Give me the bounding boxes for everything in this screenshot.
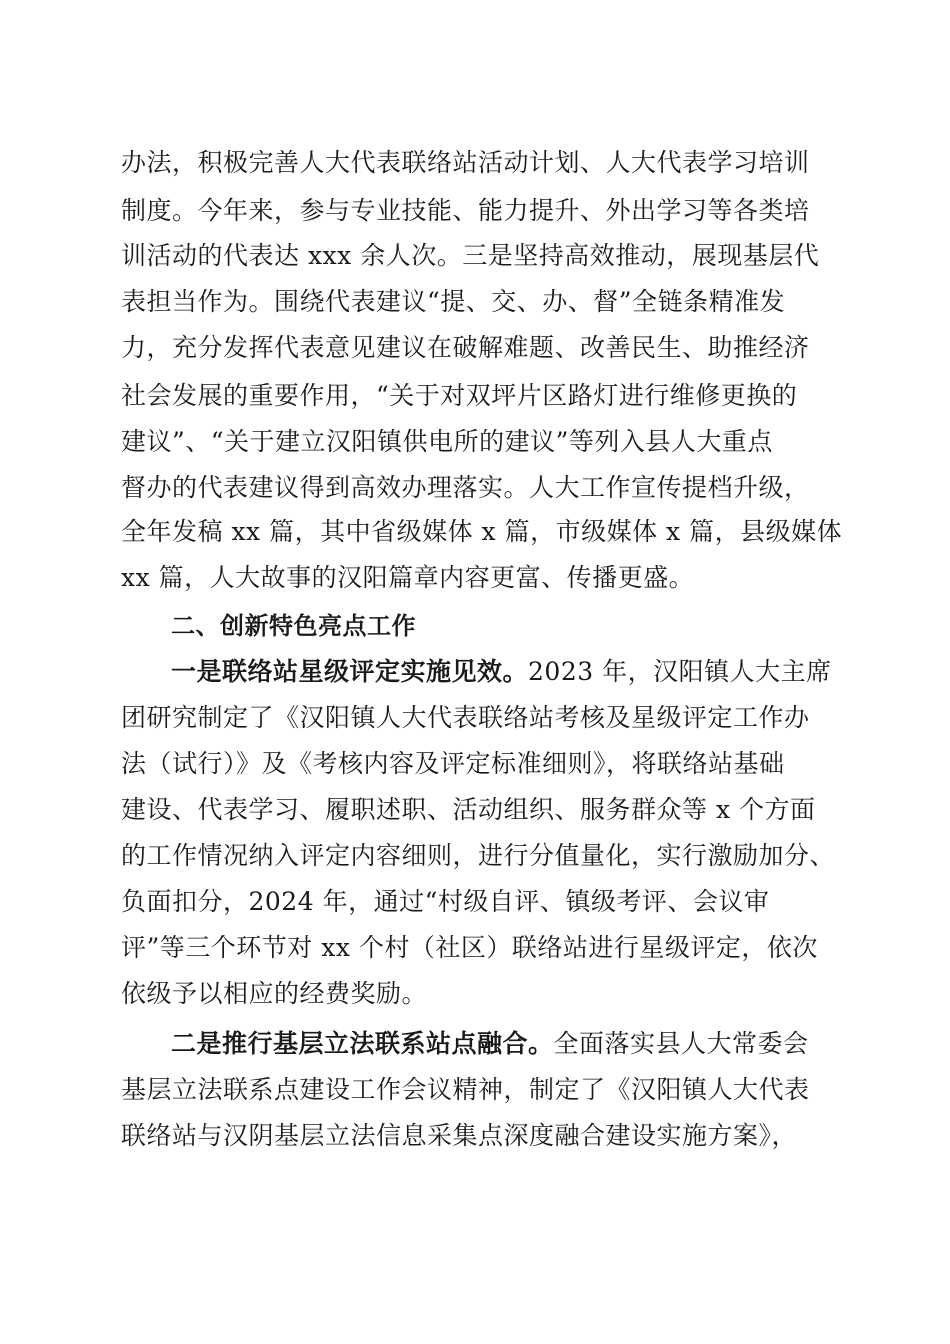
paragraph-line-rest: 全面落实县人大常委会 bbox=[553, 1029, 809, 1058]
paragraph-first-line bbox=[171, 1024, 809, 1064]
paragraph-line: 基层立法联系点建设工作会议精神，制定了《汉阳镇人大代表 bbox=[121, 1075, 810, 1104]
paragraph-line: 表担当作为。围绕代表建议“提、交、办、督”全链条精准发 bbox=[121, 287, 786, 316]
paragraph-line: 的工作情况纳入评定内容细则，进行分值量化，实行激励加分、 bbox=[121, 841, 836, 870]
paragraph-line: 制度。今年来，参与专业技能、能力提升、外出学习等各类培 bbox=[121, 196, 810, 225]
paragraph-line: 训活动的代表达 xxx 余人次。三是坚持高效推动，展现基层代 bbox=[121, 241, 820, 270]
paragraph-line: 力，充分发挥代表意见建议在破解难题、改善民生、助推经济 bbox=[121, 333, 810, 362]
paragraph-line: xx 篇，人大故事的汉阳篇章内容更富、传播更盛。 bbox=[121, 563, 695, 592]
paragraph-line: 建议”、“关于建立汉阳镇供电所的建议”等列入县人大重点 bbox=[121, 427, 773, 456]
paragraph-line: 建设、代表学习、履职述职、活动组织、服务群众等 x 个方面 bbox=[121, 795, 816, 824]
paragraph-line: 依级予以相应的经费奖励。 bbox=[121, 979, 428, 1008]
paragraph-line: 团研究制定了《汉阳镇人大代表联络站考核及星级评定工作办 bbox=[121, 703, 810, 732]
paragraph-line-rest: 2023 年，汉阳镇人大主席 bbox=[528, 657, 832, 686]
paragraph-line: 办法，积极完善人大代表联络站活动计划、人大代表学习培训 bbox=[121, 148, 810, 177]
paragraph-line: 全年发稿 xx 篇，其中省级媒体 x 篇，市级媒体 x 篇，县级媒体 bbox=[121, 517, 843, 546]
paragraph-line: 社会发展的重要作用，“关于对双坪片区路灯进行维修更换的 bbox=[121, 381, 798, 410]
section-heading: 二、创新特色亮点工作 bbox=[171, 612, 416, 640]
paragraph-line: 法（试行）》及《考核内容及评定标准细则》，将联络站基础 bbox=[121, 749, 785, 778]
paragraph-first-line bbox=[171, 652, 832, 692]
paragraph-line: 负面扣分，2024 年，通过“村级自评、镇级考评、会议审 bbox=[121, 887, 770, 916]
paragraph-lead: 一是联络站星级评定实施见效。 bbox=[171, 657, 529, 686]
paragraph-line: 督办的代表建议得到高效办理落实。人大工作宣传提档升级， bbox=[121, 473, 810, 502]
paragraph-lead: 二是推行基层立法联系站点融合。 bbox=[171, 1029, 554, 1058]
paragraph-line: 联络站与汉阴基层立法信息采集点深度融合建设实施方案》， bbox=[121, 1121, 798, 1150]
paragraph-line: 评”等三个环节对 xx 个村（社区）联络站进行星级评定，依次 bbox=[121, 933, 818, 962]
